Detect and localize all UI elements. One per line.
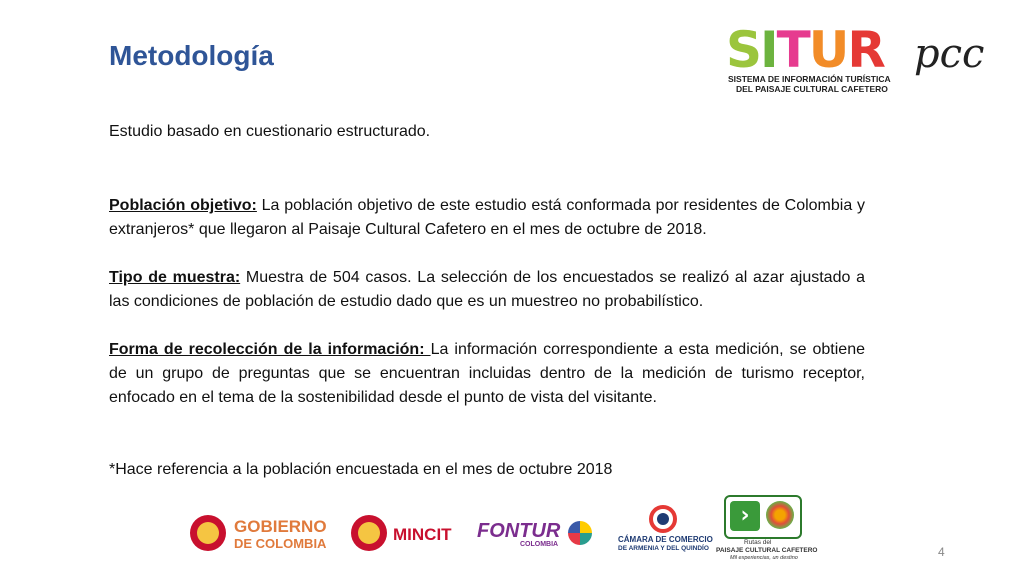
co-colombia-icon — [568, 521, 592, 545]
situr-letter-r: R — [847, 21, 884, 79]
camara-logo-line1: CÁMARA DE COMERCIO — [618, 535, 713, 544]
block-text: La información correspondiente a esta medición, se obtiene de un grupo de preguntas que se encuentran incluidas dentro de la medición de turismo receptor, enfocado en el tema de la sostenibilidad desde el punto de vista del visitante. — [109, 341, 865, 406]
situr-wordmark — [726, 22, 884, 78]
situr-letter-s: S — [726, 21, 761, 79]
situr-subtitle-line1: SISTEMA DE INFORMACIÓN TURÍSTICA — [728, 74, 891, 84]
colombia-seal-icon — [190, 515, 226, 551]
situr-subtitle-line2: DEL PAISAJE CULTURAL CAFETERO — [736, 84, 888, 94]
arrow-right-icon: › — [730, 501, 760, 531]
block-poblacion-objetivo — [109, 194, 865, 242]
page-number: 4 — [938, 545, 945, 559]
situr-pcc-suffix: pcc — [914, 31, 985, 77]
rutas-line2: PAISAJE CULTURAL CAFETERO — [716, 547, 818, 554]
rutas-line3: Mil experiencias, un destino — [730, 555, 798, 561]
mincit-seal-icon — [351, 515, 387, 551]
gobierno-logo-line2: DE COLOMBIA — [234, 536, 327, 551]
camara-logo-line2: DE ARMENIA Y DEL QUINDÍO — [618, 545, 709, 552]
footer-logos — [0, 495, 1024, 565]
situr-letter-i: I — [760, 21, 777, 79]
intro-text: Estudio basado en cuestionario estructurado. — [109, 123, 431, 140]
slide-title: Metodología — [109, 40, 274, 71]
footnote: *Hace referencia a la población encuestada en el mes de octubre 2018 — [109, 461, 613, 478]
block-text: La población objetivo de este estudio está conformada por residentes de Colombia y extranjeros* que llegaron al Paisaje Cultural Cafetero en el mes de octubre de 2018. — [109, 197, 865, 238]
flower-icon — [766, 501, 794, 529]
situr-logo — [722, 22, 992, 94]
situr-letter-t: T — [776, 21, 809, 79]
block-label: Tipo de muestra: — [109, 269, 241, 286]
fontur-logo: FONTUR — [477, 520, 561, 542]
camara-comercio-icon — [648, 505, 678, 533]
situr-letter-u: U — [808, 21, 848, 79]
block-forma-de-recoleccion — [109, 338, 865, 410]
gobierno-logo-line1: GOBIERNO — [234, 517, 327, 536]
block-text: Muestra de 504 casos. La selección de los encuestados se realizó al azar ajustado a las condiciones de población de estudio dado que es un muestreo no probabilístico. — [109, 269, 865, 310]
block-tipo-de-muestra — [109, 266, 865, 314]
fontur-sub: COLOMBIA — [520, 541, 559, 548]
mincit-logo: MINCIT — [393, 525, 452, 544]
rutas-logo-badge — [724, 495, 802, 539]
methodology-body — [109, 120, 865, 482]
block-label: Población objetivo: — [109, 197, 257, 214]
block-label: Forma de recolección de la información: — [109, 341, 431, 358]
rutas-line1: Rutas del — [744, 539, 772, 546]
